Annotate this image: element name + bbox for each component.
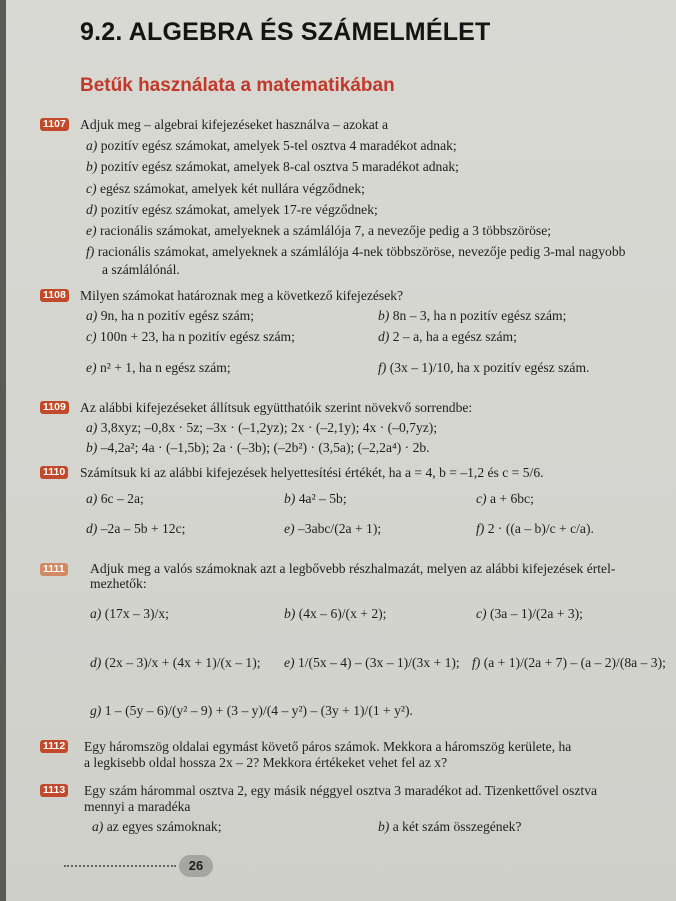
item-label: b): [284, 491, 296, 506]
item-text: (3x – 1)/10, ha x pozitív egész szám.: [389, 360, 590, 375]
item-text: racionális számokat, amelyeknek a számlálója 7, a nevezője pedig a 3 többszöröse;: [99, 223, 552, 238]
item-label: a): [86, 491, 98, 506]
section-title: Betűk használata a matematikában: [80, 75, 395, 96]
item-label: a): [90, 606, 102, 621]
item-text: 2 · ((a – b)/c + c/a).: [487, 521, 594, 536]
exercise-item: [86, 360, 231, 376]
item-label: a): [86, 308, 98, 323]
item-text: –4,2a²; 4a · (–1,5b); 2a · (–3b); (–2b²) · (3,5a); (–2,2a⁴) · 2b.: [100, 440, 430, 455]
exercise-item: [86, 223, 551, 239]
item-label: b): [378, 819, 390, 834]
exercise-item: [476, 606, 583, 622]
exercise-intro: Számítsuk ki az alábbi kifejezések helyettesítési értékét, ha a = 4, b = –1,2 és c = 5/6.: [80, 465, 544, 480]
item-text: 1 – (5y – 6)/(y² – 9) + (3 – y)/(4 – y²) – (3y + 1)/(1 + y²).: [104, 703, 413, 718]
item-label: f): [472, 655, 481, 670]
exercise-number: 1112: [40, 740, 68, 753]
exercise-item-continuation: a számlálónál.: [102, 262, 180, 277]
item-label: f): [476, 521, 485, 536]
item-text: (2x – 3)/x + (4x + 1)/(x – 1);: [104, 655, 261, 670]
item-text: a + 6bc;: [489, 491, 534, 506]
item-text: (a + 1)/(2a + 7) – (a – 2)/(8a – 3);: [483, 655, 666, 670]
exercise-item: [92, 819, 221, 835]
item-label: f): [378, 360, 387, 375]
item-text: pozitív egész számokat, amelyek 17-re végződnek;: [100, 202, 378, 217]
item-label: g): [90, 703, 102, 718]
item-label: d): [378, 329, 390, 344]
exercise-item: [86, 308, 254, 324]
item-label: e): [284, 521, 295, 536]
exercise-item: [476, 521, 594, 537]
item-text: 8n – 3, ha n pozitív egész szám;: [392, 308, 567, 323]
item-text: pozitív egész számokat, amelyek 8-cal osztva 5 maradékot adnak;: [100, 159, 459, 174]
item-label: c): [476, 606, 487, 621]
item-label: c): [476, 491, 487, 506]
exercise-number: 1113: [40, 784, 68, 797]
item-label: b): [86, 440, 98, 455]
item-label: f): [86, 244, 95, 259]
item-text: 1/(5x – 4) – (3x – 1)/(3x + 1);: [297, 655, 460, 670]
exercise-item: [284, 655, 460, 671]
exercise-number: 1111: [40, 563, 68, 576]
item-label: a): [86, 138, 98, 153]
exercise-intro: Adjuk meg a valós számoknak azt a legbővebb részhalmazát, melyen az alábbi kifejezések értel-: [90, 561, 616, 576]
item-text: racionális számokat, amelyeknek a számlálója 4-nek többszöröse, nevezője pedig 3-mal nagyobb: [97, 244, 626, 259]
item-label: e): [86, 223, 97, 238]
footer-dotted-rule: [64, 865, 176, 867]
exercise-number: 1107: [40, 118, 69, 131]
exercise-item: [284, 606, 386, 622]
exercise-item: [86, 420, 437, 436]
item-text: 3,8xyz; –0,8x · 5z; –3x · (–1,2yz); 2x · (–2,1y); 4x · (–0,7yz);: [100, 420, 438, 435]
exercise-number: 1110: [40, 466, 68, 479]
exercise-item: [378, 360, 589, 376]
item-text: n² + 1, ha n egész szám;: [99, 360, 231, 375]
item-text: –2a – 5b + 12c;: [100, 521, 186, 536]
exercise-item: [90, 703, 413, 719]
exercise-item: [86, 244, 625, 260]
exercise-intro: Milyen számokat határoznak meg a következő kifejezések?: [80, 288, 404, 303]
exercise-item: [476, 491, 534, 507]
exercise-item: [284, 521, 381, 537]
exercise-item: [472, 655, 666, 671]
item-label: b): [284, 606, 296, 621]
item-text: (17x – 3)/x;: [104, 606, 169, 621]
chapter-title: 9.2. ALGEBRA ÉS SZÁMELMÉLET: [80, 18, 491, 46]
item-text: egész számokat, amelyek két nullára végződnek;: [99, 181, 365, 196]
exercise-intro-continuation: mennyi a maradéka: [84, 799, 191, 814]
item-label: e): [86, 360, 97, 375]
exercise-item: [284, 491, 347, 507]
exercise-item: [86, 159, 459, 175]
item-text: az egyes számoknak;: [106, 819, 222, 834]
exercise-intro: Egy háromszög oldalai egymást követő páros számok. Mekkora a háromszög kerülete, ha: [84, 739, 572, 754]
item-label: d): [86, 521, 98, 536]
textbook-page: [6, 0, 676, 901]
exercise-item: [90, 655, 261, 671]
exercise-item: [86, 202, 378, 218]
exercise-item: [86, 181, 365, 197]
exercise-intro: Az alábbi kifejezéseket állítsuk együtthatóik szerint növekvő sorrendbe:: [80, 400, 473, 415]
item-label: a): [86, 420, 98, 435]
exercise-item: [86, 138, 457, 154]
exercise-intro-continuation: mezhetők:: [90, 576, 147, 591]
exercise-number: 1109: [40, 401, 69, 414]
item-text: 9n, ha n pozitív egész szám;: [100, 308, 254, 323]
exercise-item: [86, 329, 295, 345]
exercise-intro: Egy szám hárommal osztva 2, egy másik néggyel osztva 3 maradékot ad. Tizenkettővel osztva: [84, 783, 598, 798]
item-text: a két szám összegének?: [392, 819, 522, 834]
exercise-item: [378, 308, 566, 324]
exercise-number: 1108: [40, 289, 69, 302]
exercise-item: [86, 521, 185, 537]
exercise-intro: Adjuk meg – algebrai kifejezéseket használva – azokat a: [80, 117, 388, 132]
item-label: c): [86, 181, 97, 196]
item-label: c): [86, 329, 97, 344]
item-text: (3a – 1)/(2a + 3);: [489, 606, 583, 621]
item-label: a): [92, 819, 104, 834]
item-text: 6c – 2a;: [100, 491, 144, 506]
item-text: 4a² – 5b;: [298, 491, 347, 506]
item-label: d): [90, 655, 102, 670]
exercise-item: [378, 819, 521, 835]
item-label: e): [284, 655, 295, 670]
item-text: (4x – 6)/(x + 2);: [298, 606, 387, 621]
item-label: d): [86, 202, 98, 217]
item-text: 2 – a, ha a egész szám;: [392, 329, 517, 344]
page-number: 26: [179, 855, 213, 877]
item-label: b): [378, 308, 390, 323]
exercise-intro-continuation: a legkisebb oldal hossza 2x – 2? Mekkora értékeket vehet fel az x?: [84, 755, 448, 770]
exercise-item: [90, 606, 169, 622]
item-text: –3abc/(2a + 1);: [297, 521, 382, 536]
exercise-item: [86, 440, 430, 456]
exercise-item: [378, 329, 517, 345]
item-text: pozitív egész számokat, amelyek 5-tel osztva 4 maradékot adnak;: [100, 138, 457, 153]
item-text: 100n + 23, ha n pozitív egész szám;: [99, 329, 295, 344]
item-label: b): [86, 159, 98, 174]
exercise-item: [86, 491, 144, 507]
